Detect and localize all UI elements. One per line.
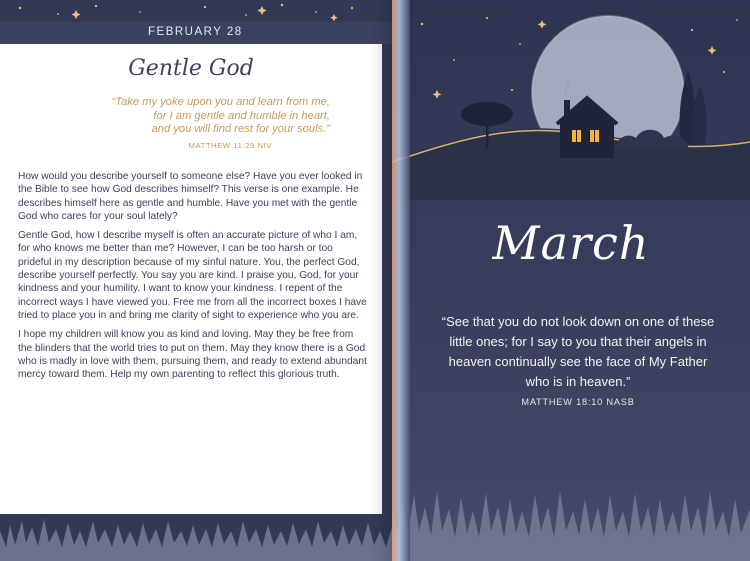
- month-verse-reference: MATTHEW 18:10 NASB: [521, 397, 635, 407]
- devotional-title: Gentle God: [128, 56, 254, 81]
- body-paragraph: I hope my children will know you as kind and loving. May they be free from the blinders that the world tries to put on them. May they know there is a God who is madly in love with them, pursuing them, and ready to extend abundant mercy toward them. Help my own parenting to reflect this glorious truth.: [18, 329, 367, 381]
- verse-line: and you will find rest for your souls.”: [151, 123, 330, 136]
- verse-quote: [60, 96, 330, 137]
- verse-line: for I am gentle and humble in heart,: [153, 109, 330, 122]
- verse-reference: MATTHEW 11:29 NIV: [188, 141, 272, 150]
- body-paragraph: How would you describe yourself to someone else? Have you ever looked in the Bible to see how God describes himself? This verse is one example. He describes himself here as gentle and humble. Have you met with the gentle God who cares for your soul lately?: [18, 171, 363, 222]
- gutter-shadow: [370, 0, 392, 561]
- month-verse-quote: “See that you do not look down on one of these little ones; for I say to you that their angels in heaven continually see the face of My Father who is in heaven.”: [441, 314, 715, 389]
- right-page: [392, 0, 750, 561]
- month-title: March: [492, 216, 650, 270]
- grass-decoration: [0, 501, 392, 561]
- verse-line: “Take my yoke upon you and learn from me,: [111, 96, 330, 108]
- devotional-body: [18, 170, 368, 387]
- page-date: FEBRUARY 28: [148, 26, 243, 38]
- prayer-paragraph: Gentle God, how I describe myself is often an accurate picture of who I am, for who knows me better than me? However, I can be too harsh or too prideful in my description because of my sinful nature. You, the perfect God, describe yourself perfectly. You say you are kind. I praise you, God, for your kindness and your humility. I want to know your kindness. I repent of the incorrect ways I have viewed you. Free me from all the incorrect boxes I have tried to place you in and bring me clarity of sight to experience who you are.: [18, 230, 367, 321]
- grass-decoration: [392, 451, 750, 561]
- page-edge-glow: [392, 0, 410, 561]
- night-scene-illustration: [392, 0, 750, 200]
